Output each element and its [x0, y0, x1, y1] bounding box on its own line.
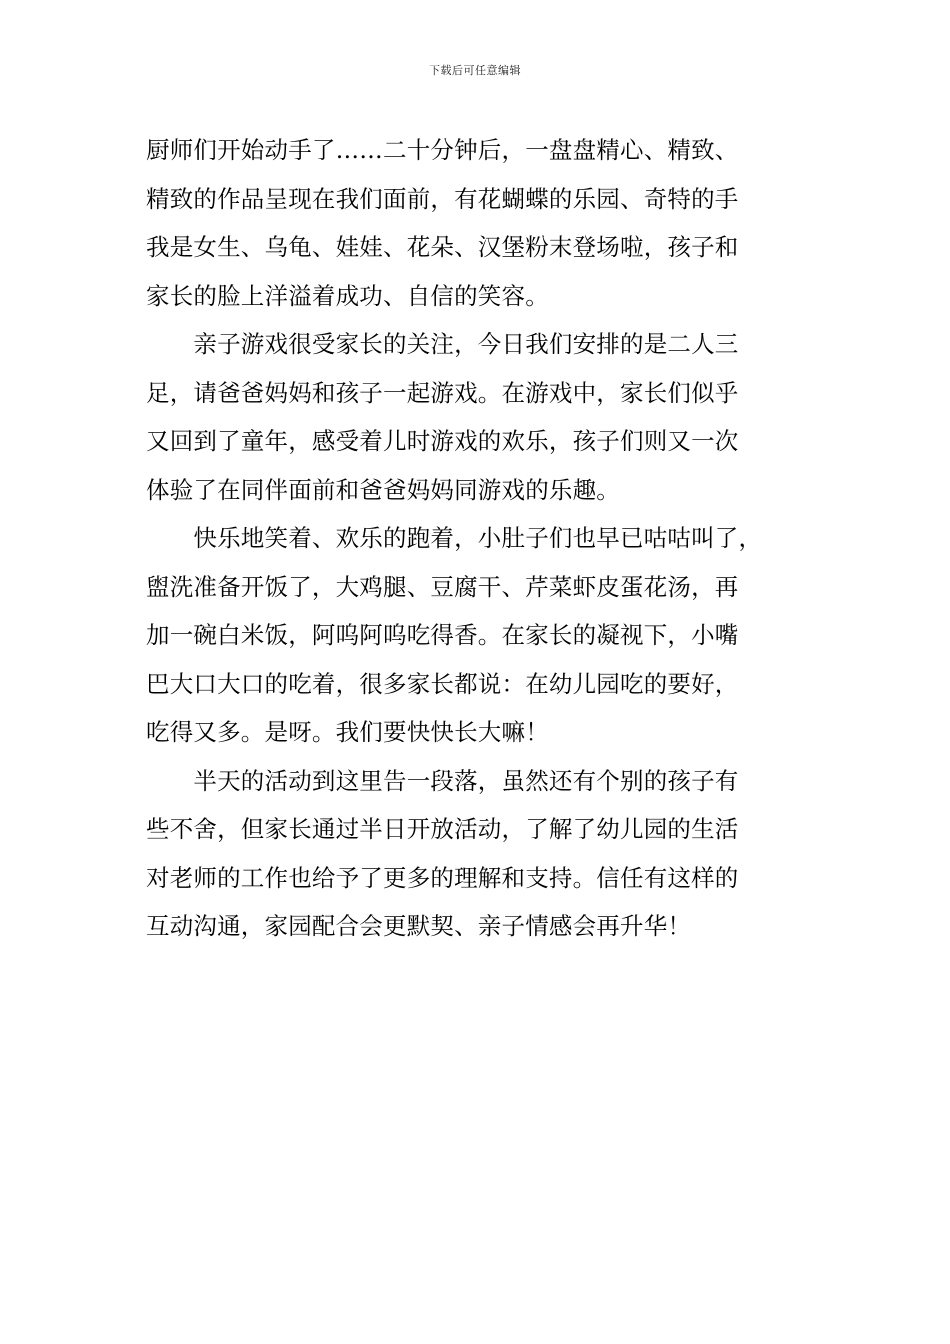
- text-line: 快乐地笑着、欢乐的跑着，小肚子们也早已咕咕叫了，: [146, 524, 763, 552]
- text-line: 又回到了童年，感受着儿时游戏的欢乐，孩子们则又一次: [146, 427, 739, 455]
- text-line: 家长的脸上洋溢着成功、自信的笑容。: [146, 281, 549, 310]
- text-line: 互动沟通，家园配合会更默契、亲子情感会再升华！: [146, 912, 692, 940]
- text-line: 巴大口大口的吃着，很多家长都说：在幼儿园吃的要好，: [146, 669, 739, 698]
- text-line: 厨师们开始动手了……二十分钟后，一盘盘精心、精致、: [146, 136, 739, 164]
- text-line: 吃得又多。是呀。我们要快快长大嘛！: [146, 718, 549, 746]
- text-line: 些不舍，但家长通过半日开放活动，了解了幼儿园的生活: [146, 815, 739, 843]
- text-line: 我是女生、乌龟、娃娃、花朵、汉堡粉末登场啦，孩子和: [146, 233, 739, 261]
- page-header: 下载后可任意编辑: [429, 64, 521, 77]
- text-line: 盥洗准备开饭了，大鸡腿、豆腐干、芹菜虾皮蛋花汤，再: [146, 572, 739, 601]
- text-line: 精致的作品呈现在我们面前，有花蝴蝶的乐园、奇特的手: [146, 184, 739, 213]
- text-line: 半天的活动到这里告一段落，虽然还有个别的孩子有: [146, 766, 739, 795]
- text-line: 加一碗白米饭，阿呜阿呜吃得香。在家长的凝视下，小嘴: [146, 621, 739, 649]
- text-line: 足，请爸爸妈妈和孩子一起游戏。在游戏中，家长们似乎: [146, 378, 739, 407]
- text-line: 对老师的工作也给予了更多的理解和支持。信任有这样的: [146, 863, 739, 892]
- body-text: [146, 126, 836, 951]
- text-line: 亲子游戏很受家长的关注，今日我们安排的是二人三: [146, 330, 739, 358]
- text-line: 体验了在同伴面前和爸爸妈妈同游戏的乐趣。: [146, 475, 620, 504]
